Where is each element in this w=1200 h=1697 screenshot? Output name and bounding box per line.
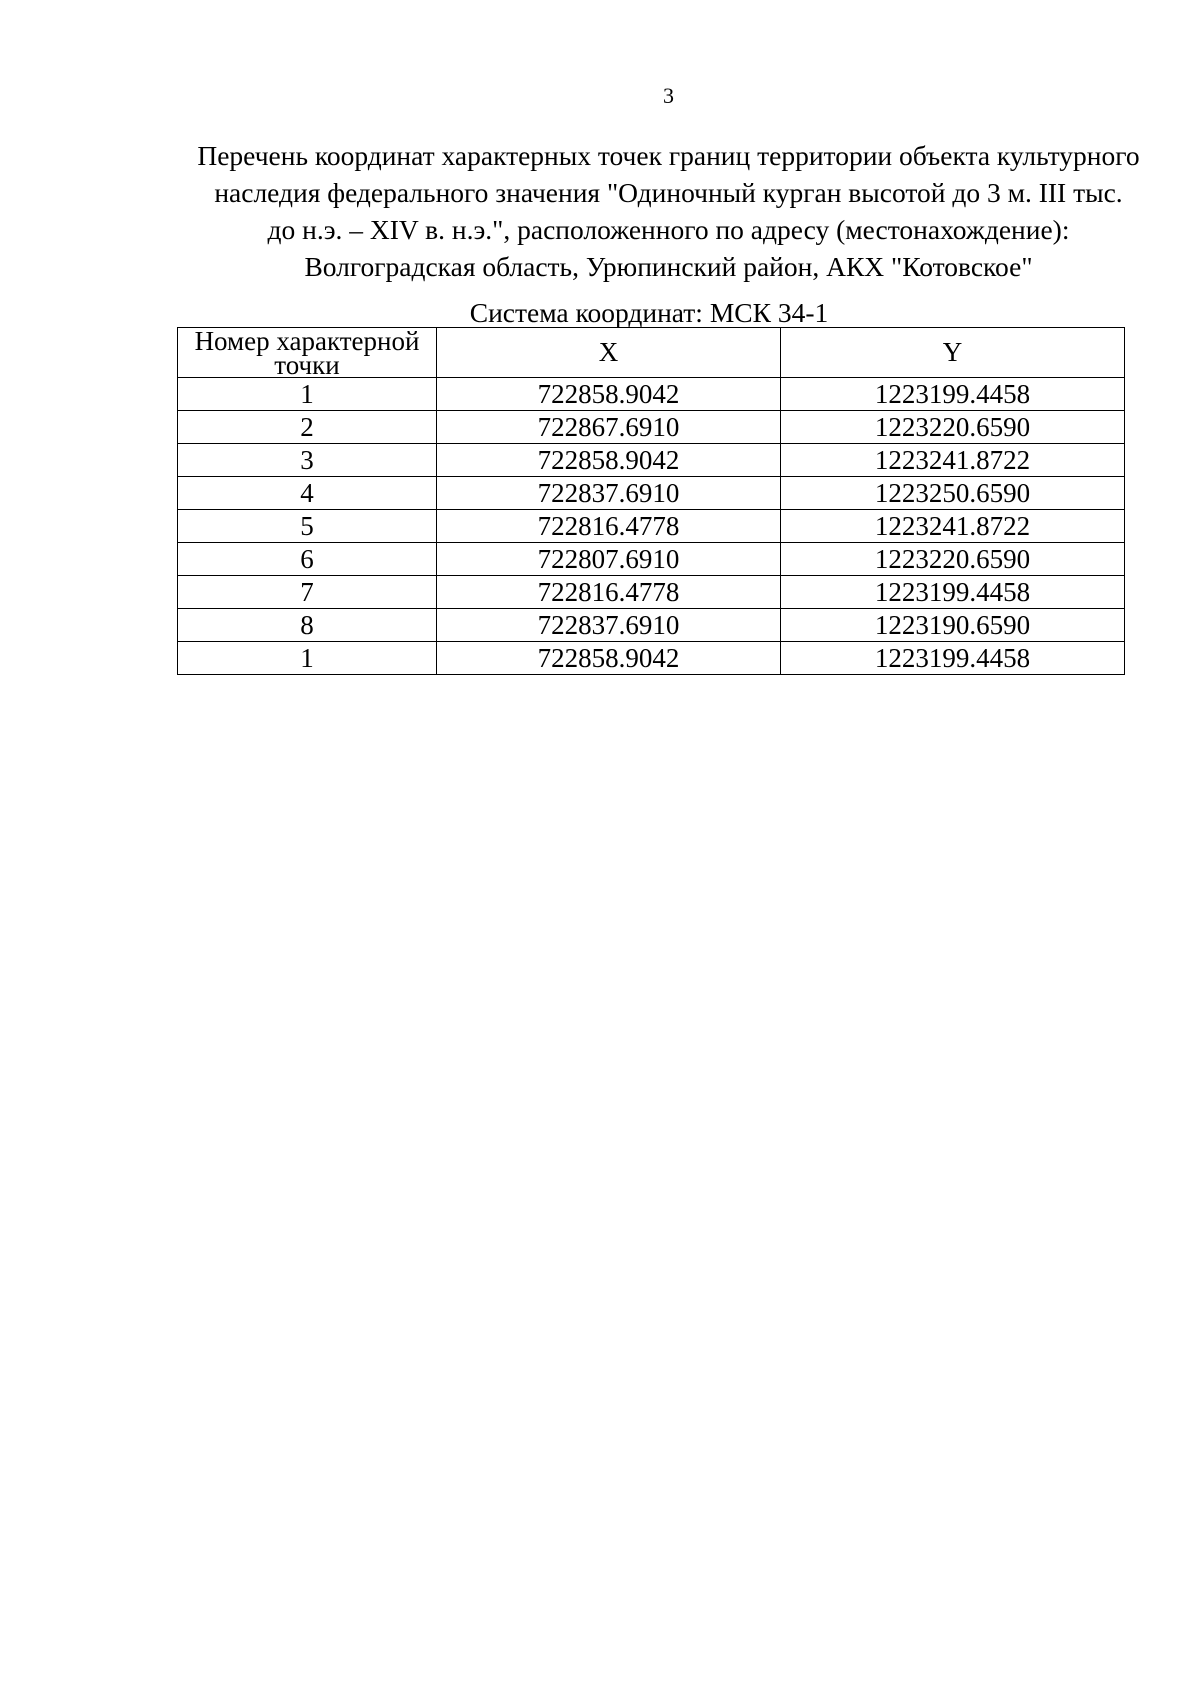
cell-point: 1	[178, 642, 437, 675]
table-row	[178, 444, 1125, 477]
cell-x: 722858.9042	[437, 378, 781, 411]
cell-point: 5	[178, 510, 437, 543]
cell-y: 1223199.4458	[781, 378, 1125, 411]
cell-point: 2	[178, 411, 437, 444]
cell-y: 1223220.6590	[781, 543, 1125, 576]
cell-point: 6	[178, 543, 437, 576]
cell-x: 722816.4778	[437, 576, 781, 609]
cell-y: 1223199.4458	[781, 576, 1125, 609]
cell-y: 1223241.8722	[781, 444, 1125, 477]
table-row	[178, 378, 1125, 411]
page-number: 3	[663, 83, 674, 108]
coordinates-table	[177, 327, 1125, 675]
cell-point: 8	[178, 609, 437, 642]
table-row	[178, 411, 1125, 444]
title-line-4: Волгоградская область, Урюпинский район, АКХ "Котовское"	[304, 251, 1033, 282]
cell-y: 1223220.6590	[781, 411, 1125, 444]
table-row	[178, 609, 1125, 642]
cell-x: 722867.6910	[437, 411, 781, 444]
cell-y: 1223250.6590	[781, 477, 1125, 510]
cell-x: 722837.6910	[437, 477, 781, 510]
cell-x: 722858.9042	[437, 642, 781, 675]
cell-x: 722837.6910	[437, 609, 781, 642]
cell-y: 1223241.8722	[781, 510, 1125, 543]
table-row	[178, 543, 1125, 576]
table-row	[178, 576, 1125, 609]
cell-y: 1223190.6590	[781, 609, 1125, 642]
table-row	[178, 510, 1125, 543]
table-row	[178, 642, 1125, 675]
column-header-point-line-2: точки	[274, 349, 340, 380]
table-header-row	[178, 328, 1125, 378]
title-line-2: наследия федерального значения "Одиночный курган высотой до 3 м. III тыс.	[214, 177, 1123, 208]
column-header-point	[178, 325, 437, 380]
cell-point: 7	[178, 576, 437, 609]
cell-x: 722807.6910	[437, 543, 781, 576]
title-line-3: до н.э. – XIV в. н.э.", расположенного по адресу (местонахождение):	[267, 214, 1070, 245]
cell-point: 4	[178, 477, 437, 510]
column-header-y: Y	[781, 328, 1125, 378]
cell-x: 722858.9042	[437, 444, 781, 477]
cell-point: 1	[178, 378, 437, 411]
cell-point: 3	[178, 444, 437, 477]
column-header-x: X	[437, 328, 781, 378]
coordinate-system-caption: Система координат: МСК 34-1	[469, 297, 829, 328]
cell-x: 722816.4778	[437, 510, 781, 543]
cell-y: 1223199.4458	[781, 642, 1125, 675]
table-row	[178, 477, 1125, 510]
document-title	[150, 137, 1187, 285]
title-line-1: Перечень координат характерных точек границ территории объекта культурного	[197, 140, 1140, 171]
column-header-point-line-1: Номер характерной	[194, 325, 420, 356]
